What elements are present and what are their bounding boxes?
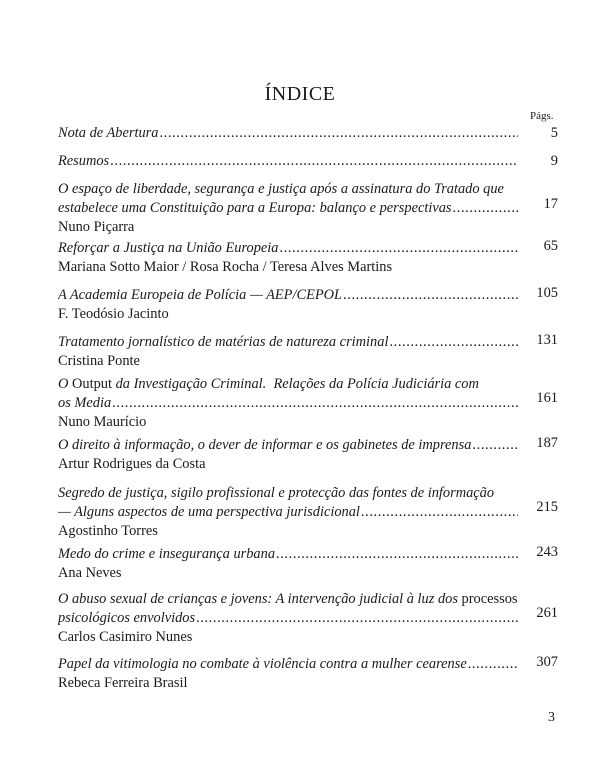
page-folio-number: 3	[548, 710, 555, 725]
entry-page-number: 9	[550, 153, 558, 169]
entry-title: Medo do crime e insegurança urbana	[58, 546, 276, 562]
entry-title: O Output da Investigação Criminal. Relações da Polícia Judiciária com	[58, 376, 479, 392]
entry-title: O direito à informação, o dever de informar e os gabinetes de imprensa	[58, 437, 472, 453]
entry-author: Carlos Casimiro Nunes	[58, 629, 193, 645]
entry-page-number: 5	[550, 125, 558, 141]
entry-title: Segredo de justiça, sigilo profissional e protecção das fontes de informação	[58, 485, 495, 501]
leader-dots	[275, 545, 518, 564]
entry-title: O abuso sexual de crianças e jovens: A intervenção judicial à luz dos processos	[58, 591, 518, 607]
leader-dots	[158, 124, 518, 143]
entry-title: Resumos	[58, 153, 110, 169]
index-title: ÍNDICE	[264, 83, 336, 105]
entry-page-number: 261	[536, 605, 558, 621]
toc-entry[interactable]	[58, 239, 558, 277]
entry-title: Tratamento jornalístico de matérias de natureza criminal	[58, 334, 389, 350]
leader-dots	[452, 199, 518, 218]
entry-author: Nuno Piçarra	[58, 219, 135, 235]
entry-author: F. Teodósio Jacinto	[58, 306, 169, 322]
entry-page-number: 17	[543, 196, 558, 212]
toc-entry[interactable]	[58, 436, 558, 474]
entry-title: Reforçar a Justiça na União Europeia	[58, 240, 279, 256]
entry-page-number: 307	[536, 654, 558, 670]
entry-author: Artur Rodrigues da Costa	[58, 456, 206, 472]
toc-entry[interactable]	[58, 152, 558, 171]
entry-page-number: 187	[536, 435, 558, 451]
leader-dots	[467, 655, 518, 674]
entry-author: Rebeca Ferreira Brasil	[58, 675, 188, 691]
leader-dots	[109, 152, 518, 171]
entry-page-number: 243	[536, 544, 558, 560]
leader-dots	[388, 333, 518, 352]
entry-author: Cristina Ponte	[58, 353, 140, 369]
entry-author: Mariana Sotto Maior / Rosa Rocha / Teresa Alves Martins	[58, 259, 393, 275]
toc-entry[interactable]	[58, 286, 558, 324]
leader-dots	[360, 503, 518, 522]
entry-page-number: 105	[536, 285, 558, 301]
entry-title-continued: psicológicos envolvidos	[58, 610, 196, 626]
pages-column-header: Págs.	[530, 110, 554, 122]
leader-dots	[111, 394, 518, 413]
toc-entry[interactable]	[58, 124, 558, 143]
toc-entry[interactable]	[58, 375, 558, 432]
toc-entry[interactable]	[58, 545, 558, 583]
entry-title-continued: os Media	[58, 395, 112, 411]
toc-entry[interactable]	[58, 333, 558, 371]
entry-title: Nota de Abertura	[58, 125, 159, 141]
leader-dots	[279, 239, 519, 258]
entry-page-number: 215	[536, 499, 558, 515]
entry-author: Ana Neves	[58, 565, 122, 581]
entry-title-continued: estabelece uma Constituição para a Europa: balanço e perspectivas	[58, 200, 452, 216]
entry-page-number: 65	[543, 238, 558, 254]
toc-entry[interactable]	[58, 590, 558, 647]
toc-entry[interactable]	[58, 180, 558, 237]
entry-page-number: 161	[536, 390, 558, 406]
leader-dots	[342, 286, 518, 305]
entry-author: Nuno Maurício	[58, 414, 147, 430]
leader-dots	[471, 436, 518, 455]
toc-entry[interactable]	[58, 484, 558, 541]
entry-title: Papel da vitimologia no combate à violência contra a mulher cearense	[58, 656, 467, 672]
entry-title-continued: — Alguns aspectos de uma perspectiva jurisdicional	[58, 504, 360, 520]
leader-dots	[195, 609, 518, 628]
toc-entry[interactable]	[58, 655, 558, 693]
entry-title: O espaço de liberdade, segurança e justiça após a assinatura do Tratado que	[58, 181, 504, 197]
entry-author: Agostinho Torres	[58, 523, 158, 539]
entry-title: A Academia Europeia de Polícia — AEP/CEPOL	[58, 287, 343, 303]
entry-page-number: 131	[536, 332, 558, 348]
